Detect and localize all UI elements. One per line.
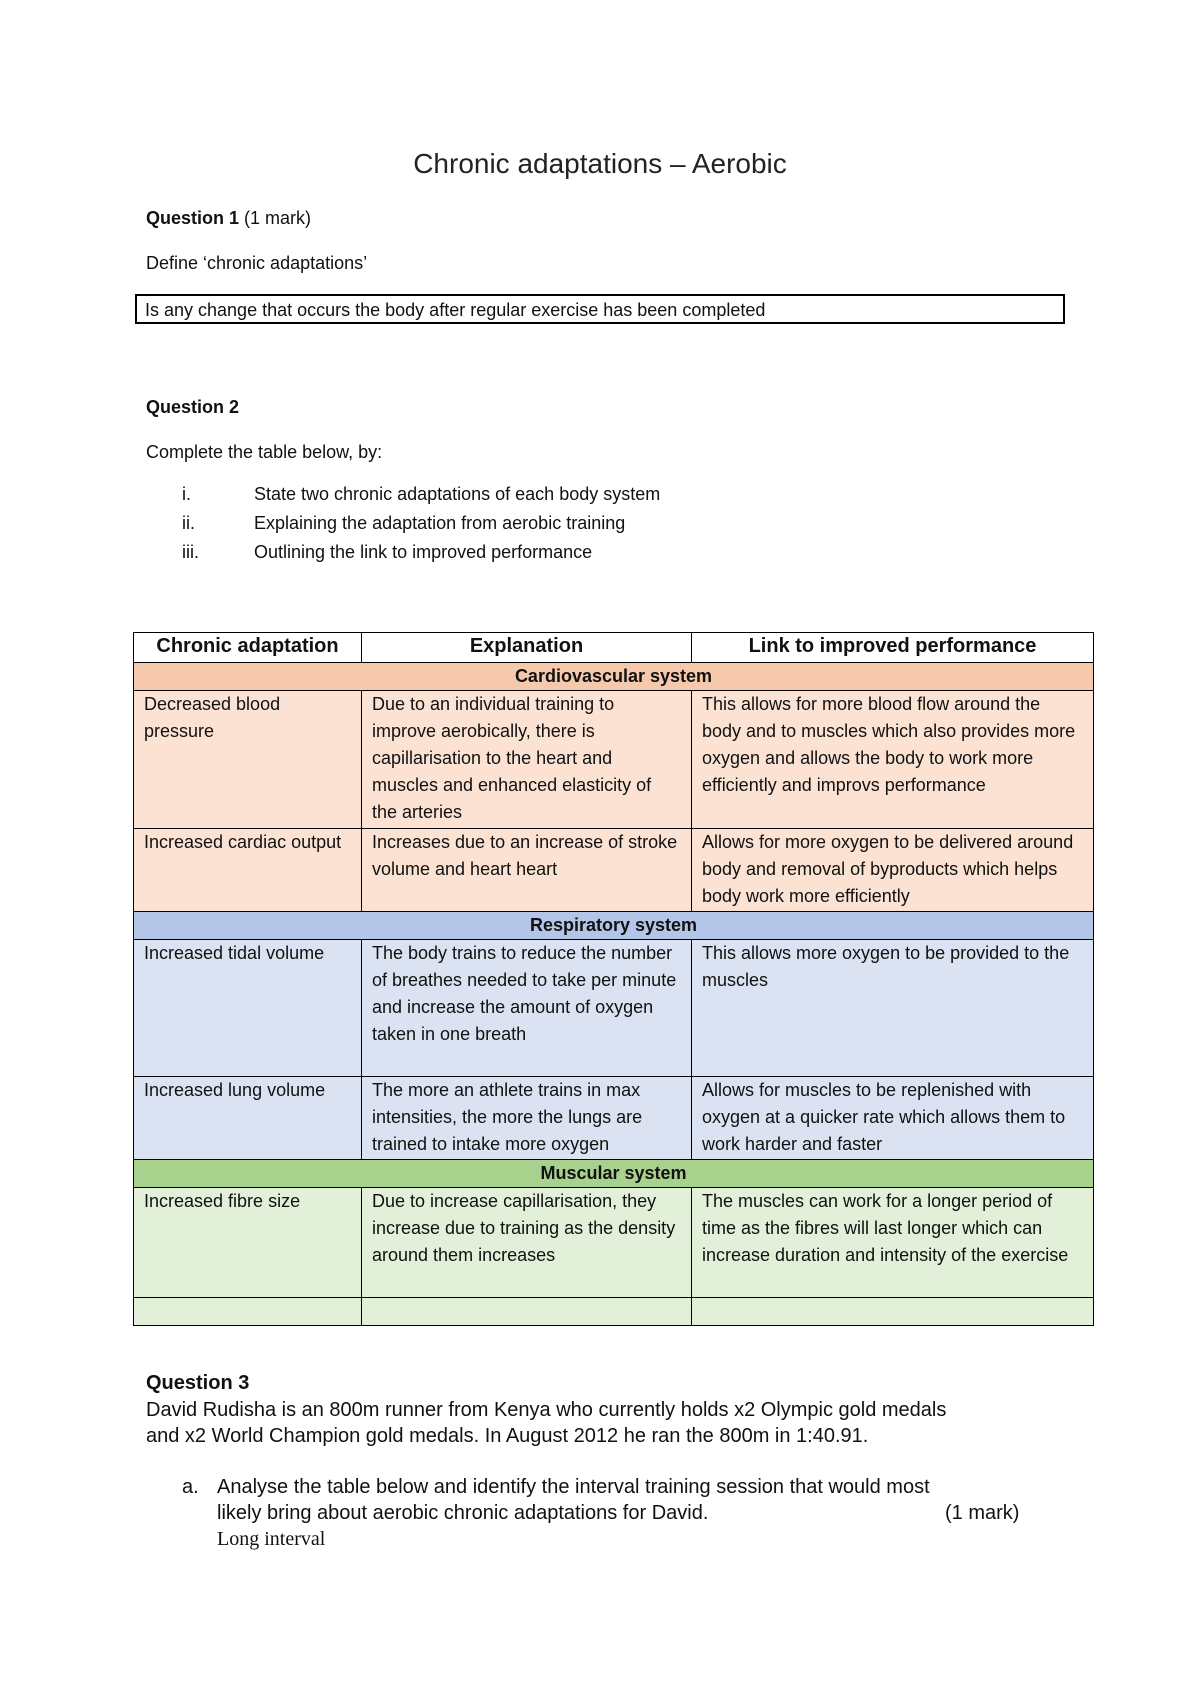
list-item-text: Outlining the link to improved performance [254, 542, 593, 562]
column-header-link: Link to improved performance [692, 633, 1094, 663]
table-row [134, 940, 1094, 1077]
table-row [134, 1188, 1094, 1298]
link-cell[interactable]: Allows for more oxygen to be delivered around body and removal of byproducts which helps body work more efficiently [692, 829, 1094, 912]
adaptation-cell[interactable]: Increased tidal volume [134, 940, 362, 1077]
q1-heading: Question 1 [146, 208, 240, 228]
link-cell[interactable]: This allows for more blood flow around the body and to muscles which also provides more oxygen and allows the body to work more efficiently and improvs performance [692, 691, 1094, 829]
q3-part-a-line-2: likely bring about aerobic chronic adaptations for David. [217, 1502, 709, 1524]
table-row [134, 691, 1094, 829]
q1-marks: (1 mark) [239, 208, 312, 228]
column-header-adaptation: Chronic adaptation [134, 633, 362, 663]
q1-prompt: Define ‘chronic adaptations’ [146, 253, 368, 273]
explanation-cell[interactable]: The body trains to reduce the number of breathes needed to take per minute and increase the amount of oxygen taken in one breath [362, 940, 692, 1077]
table-row [134, 1298, 1094, 1326]
q2-heading: Question 2 [146, 397, 240, 417]
q3-intro-line-2: and x2 World Champion gold medals. In August 2012 he ran the 800m in 1:40.91. [146, 1425, 869, 1447]
link-cell[interactable]: Allows for muscles to be replenished with oxygen at a quicker rate which allows them to work harder and faster [692, 1077, 1094, 1160]
adaptation-cell[interactable]: Increased lung volume [134, 1077, 362, 1160]
section-label: Cardiovascular system [134, 663, 1094, 691]
q1-answer-box[interactable]: Is any change that occurs the body after regular exercise has been completed [135, 294, 1065, 324]
adaptation-cell[interactable]: Decreased blood pressure [134, 691, 362, 829]
q1-heading-line [146, 208, 311, 229]
q3-heading: Question 3 [146, 1372, 250, 1394]
section-label: Muscular system [134, 1160, 1094, 1188]
q3-part-a-answer[interactable]: Long interval [217, 1528, 326, 1550]
link-cell[interactable]: The muscles can work for a longer period of time as the fibres will last longer which can increase duration and intensity of the exercise [692, 1188, 1094, 1298]
adaptation-cell[interactable]: Increased cardiac output [134, 829, 362, 912]
table-row [134, 1077, 1094, 1160]
q3-part-a-line-1: Analyse the table below and identify the interval training session that would most [217, 1476, 930, 1498]
page-title: Chronic adaptations – Aerobic [413, 148, 787, 179]
column-header-explanation: Explanation [362, 633, 692, 663]
link-cell[interactable] [692, 1298, 1094, 1326]
q3-part-a-label: a. [182, 1476, 199, 1498]
list-item-text: State two chronic adaptations of each body system [254, 484, 661, 504]
section-row-cardiovascular [134, 663, 1094, 691]
list-item-number: ii. [182, 513, 195, 533]
explanation-cell[interactable]: Due to increase capillarisation, they increase due to training as the density around them increases [362, 1188, 692, 1298]
adaptation-cell[interactable] [134, 1298, 362, 1326]
table-header-row [134, 633, 1094, 663]
table-row [134, 829, 1094, 912]
adaptation-cell[interactable]: Increased fibre size [134, 1188, 362, 1298]
link-cell[interactable]: This allows more oxygen to be provided to the muscles [692, 940, 1094, 1077]
section-row-respiratory [134, 912, 1094, 940]
list-item-number: iii. [182, 542, 199, 562]
list-item-number: i. [182, 484, 191, 504]
explanation-cell[interactable] [362, 1298, 692, 1326]
adaptations-table [133, 632, 1094, 1326]
list-item-text: Explaining the adaptation from aerobic training [254, 513, 626, 533]
explanation-cell[interactable]: Due to an individual training to improve aerobically, there is capillarisation to the heart and muscles and enhanced elasticity of the arteries [362, 691, 692, 829]
q2-prompt: Complete the table below, by: [146, 442, 383, 462]
q3-part-a-marks: (1 mark) [945, 1502, 1020, 1524]
explanation-cell[interactable]: Increases due to an increase of stroke volume and heart heart [362, 829, 692, 912]
explanation-cell[interactable]: The more an athlete trains in max intensities, the more the lungs are trained to intake more oxygen [362, 1077, 692, 1160]
section-row-muscular [134, 1160, 1094, 1188]
section-label: Respiratory system [134, 912, 1094, 940]
q3-intro-line-1: David Rudisha is an 800m runner from Kenya who currently holds x2 Olympic gold medals [146, 1399, 947, 1421]
